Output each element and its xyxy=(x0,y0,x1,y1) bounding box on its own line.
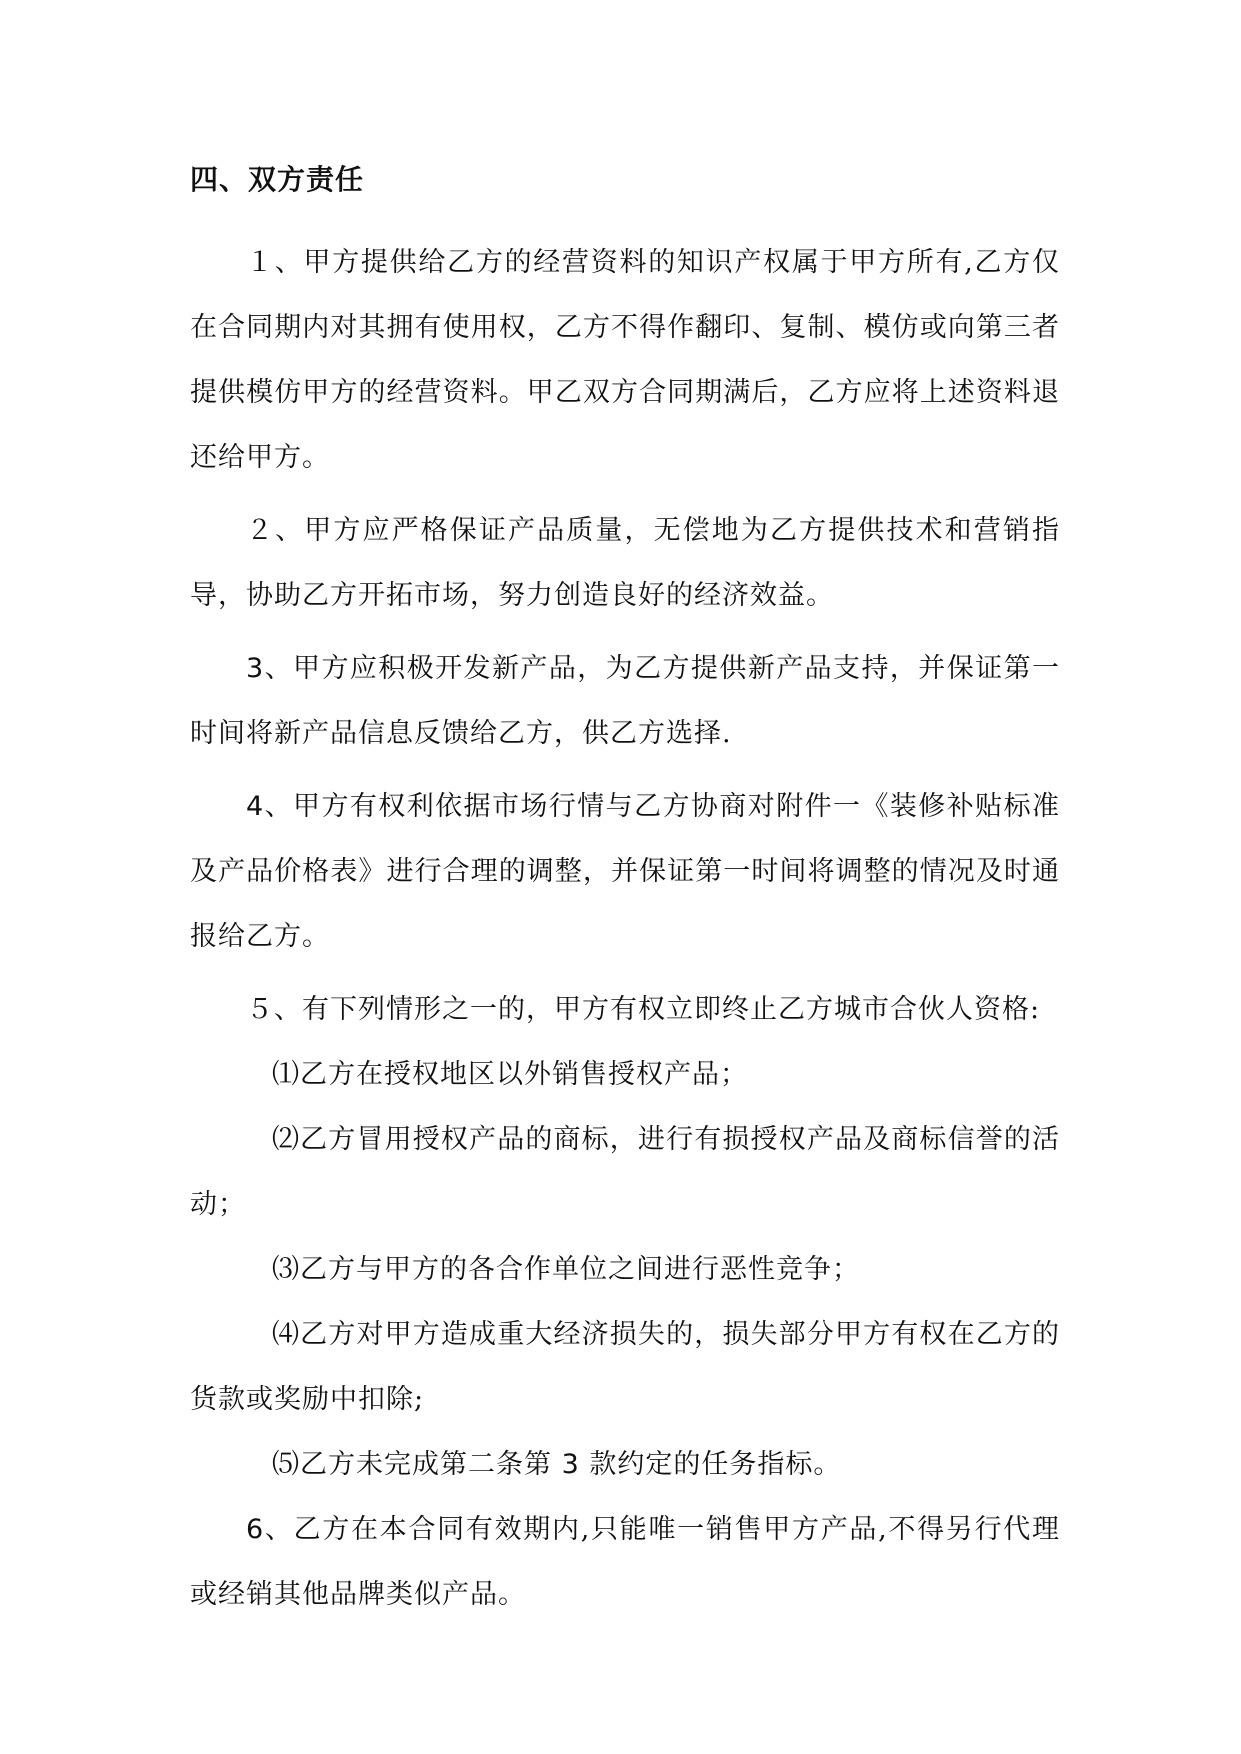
subitem-marker: ⑸ xyxy=(272,1449,300,1480)
clause-text: 、甲方应积极开发新产品，为乙方提供新产品支持，并保证第一时间将新产品信息反馈给乙方，供乙方选择. xyxy=(190,653,1060,749)
clause-text: 、有下列情形之一的，甲方有权立即终止乙方城市合伙人资格: xyxy=(274,994,1041,1025)
subitem-marker: ⑴ xyxy=(272,1059,300,1090)
clause-5 xyxy=(190,977,1060,1042)
clause-number: 4 xyxy=(246,791,265,822)
subitem-text-after: 款约定的任务指标。 xyxy=(579,1449,842,1480)
subitem-number: 3 xyxy=(561,1449,580,1480)
subitem-4 xyxy=(190,1302,1060,1432)
subitem-text: 乙方与甲方的各合作单位之间进行恶性竞争； xyxy=(300,1254,860,1285)
subitem-marker: ⑵ xyxy=(272,1124,301,1155)
clause-text: 、甲方应严格保证产品质量，无偿地为乙方提供技术和营销指导，协助乙方开拓市场，努力创造良好的经济效益。 xyxy=(190,515,1061,611)
subitem-text: 乙方在授权地区以外销售授权产品； xyxy=(300,1059,748,1090)
subitem-3 xyxy=(190,1237,1060,1302)
clause-number: 6 xyxy=(246,1514,265,1545)
subitem-1 xyxy=(190,1042,1060,1107)
clause-3 xyxy=(190,636,1060,766)
subitem-text-before: 乙方未完成第二条第 xyxy=(300,1449,562,1480)
clause-1 xyxy=(190,230,1060,490)
subitem-text: 乙方冒用授权产品的商标，进行有损授权产品及商标信誉的活动； xyxy=(190,1124,1061,1220)
clause-number: ２ xyxy=(246,515,276,546)
clause-4 xyxy=(190,774,1060,969)
document-body xyxy=(190,160,1060,1627)
subitem-marker: ⑷ xyxy=(272,1319,301,1350)
subitem-2 xyxy=(190,1107,1060,1237)
subitem-5 xyxy=(190,1432,1060,1497)
clause-number: ５ xyxy=(246,994,274,1025)
subitem-marker: ⑶ xyxy=(272,1254,300,1285)
clause-2 xyxy=(190,498,1060,628)
clause-number: １ xyxy=(246,247,275,278)
clause-text: 、乙方在本合同有效期内,只能唯一销售甲方产品,不得另行代理或经销其他品牌类似产品。 xyxy=(190,1514,1060,1610)
section-heading: 四、双方责任 xyxy=(190,163,365,196)
subitem-text: 乙方对甲方造成重大经济损失的，损失部分甲方有权在乙方的货款或奖励中扣除; xyxy=(190,1319,1061,1415)
clause-text: 、甲方有权利依据市场行情与乙方协商对附件一《装修补贴标准及产品价格表》进行合理的调整，并保证第一时间将调整的情况及时通报给乙方。 xyxy=(190,791,1060,952)
clause-6 xyxy=(190,1497,1060,1627)
clause-number: 3 xyxy=(246,653,265,684)
clause-text: 、甲方提供给乙方的经营资料的知识产权属于甲方所有,乙方仅在合同期内对其拥有使用权，乙方不得作翻印、复制、模仿或向第三者提供模仿甲方的经营资料。甲乙双方合同期满后，乙方应将上述资料退还给甲方。 xyxy=(190,247,1060,473)
